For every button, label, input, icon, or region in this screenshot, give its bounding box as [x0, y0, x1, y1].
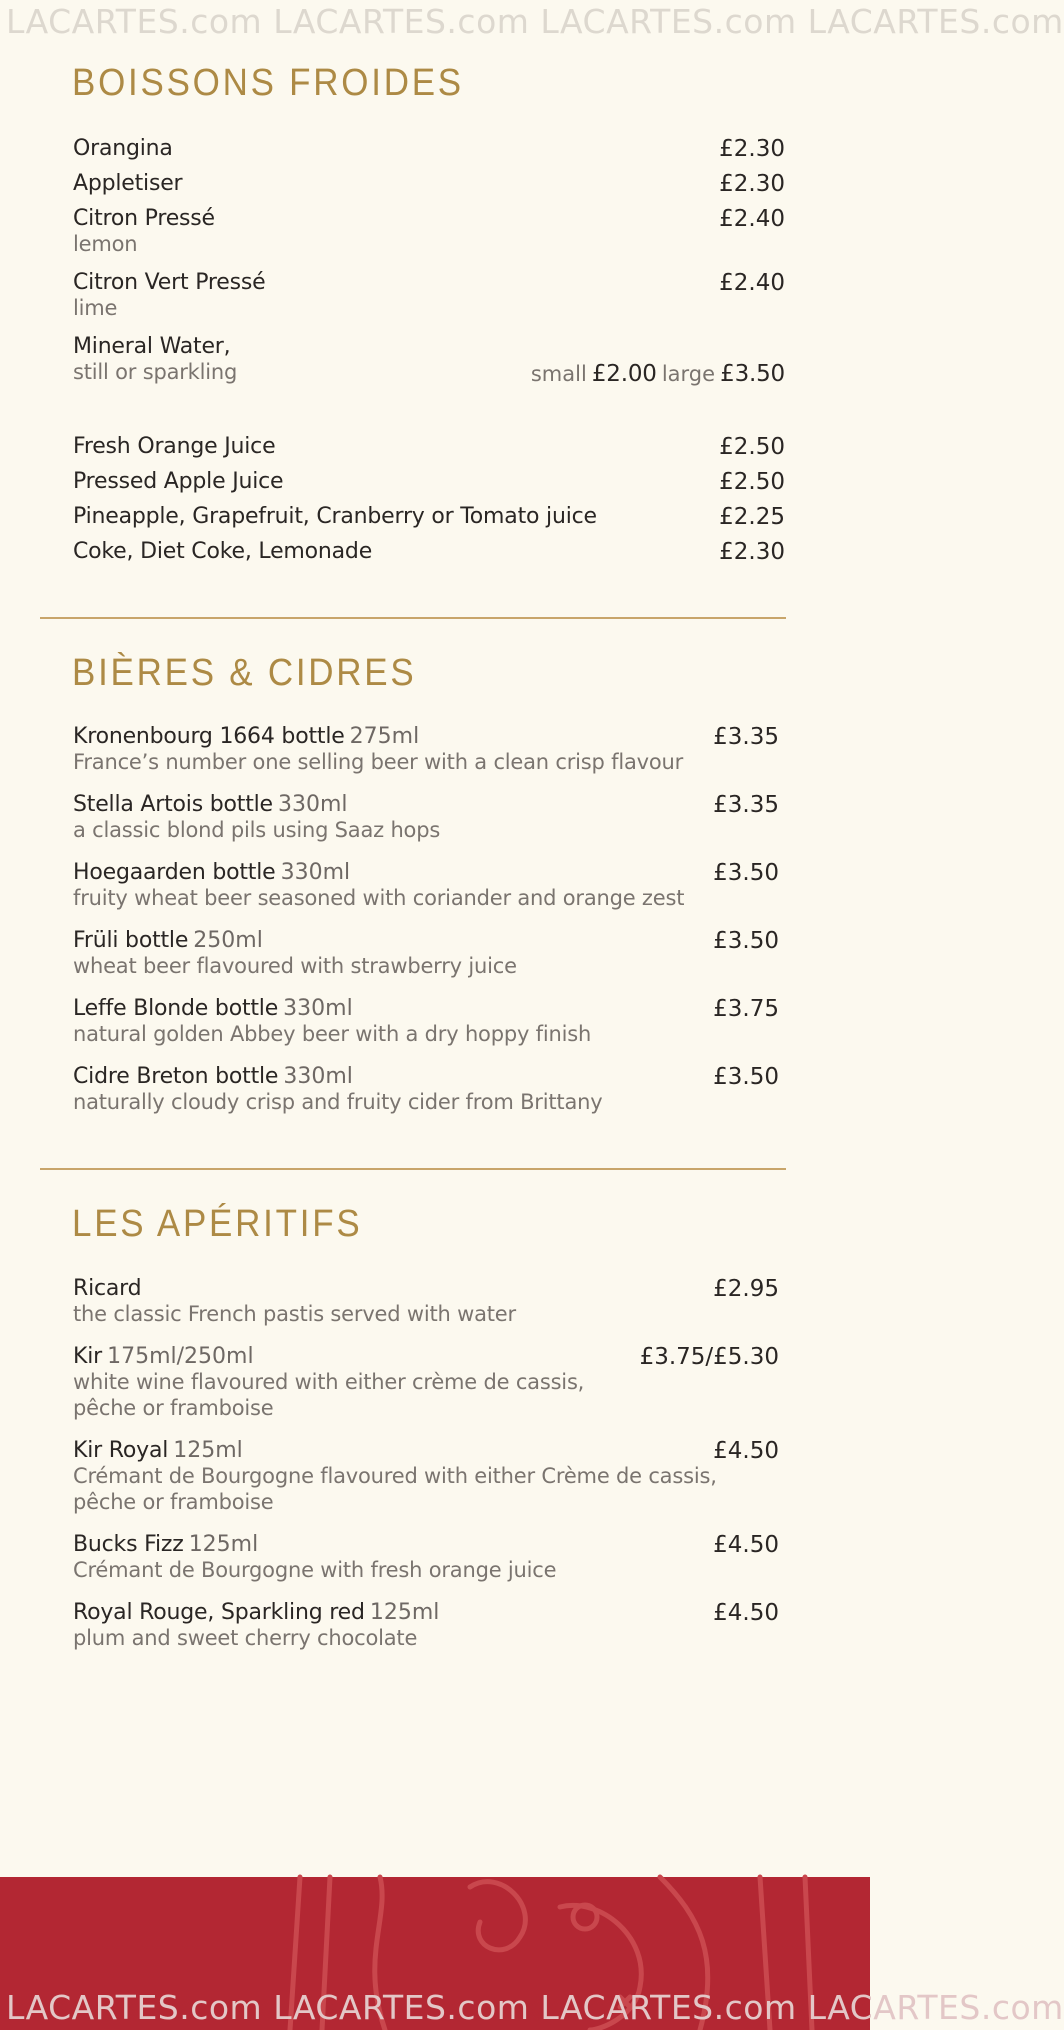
- item-name: Hoegaarden bottle: [73, 860, 276, 885]
- menu-item: [73, 996, 785, 1047]
- menu-item: [73, 504, 785, 529]
- menu-item: [73, 1600, 785, 1651]
- item-price: £3.50: [713, 1064, 779, 1090]
- item-name: Mineral Water,: [73, 334, 231, 359]
- menu-item: [73, 792, 785, 843]
- menu-item: [73, 206, 785, 257]
- item-price: £2.30: [719, 539, 785, 565]
- item-description: white wine flavoured with either crème de cassis,: [73, 1370, 585, 1394]
- item-price: £3.35: [713, 724, 779, 750]
- small-price: £2.00: [591, 361, 657, 387]
- menu-item: [73, 1064, 785, 1115]
- item-name: Kir: [73, 1344, 102, 1369]
- item-volume: 330ml: [283, 996, 353, 1021]
- item-name: Royal Rouge, Sparkling red: [73, 1600, 365, 1625]
- item-price: £3.75/£5.30: [639, 1344, 779, 1370]
- item-volume: 250ml: [193, 928, 263, 953]
- item-price: £2.30: [719, 136, 785, 162]
- item-name: Cidre Breton bottle: [73, 1064, 279, 1089]
- mineral-water-sizes: [531, 361, 785, 387]
- item-name: Ricard: [73, 1276, 142, 1301]
- item-volume: 330ml: [283, 1064, 353, 1089]
- item-price: £3.50: [713, 860, 779, 886]
- item-name: Kronenbourg 1664 bottle: [73, 724, 345, 749]
- menu-item: [73, 1344, 785, 1421]
- item-volume: 275ml: [349, 724, 420, 749]
- menu-item: [73, 334, 785, 385]
- menu-item: [73, 469, 785, 494]
- item-volume: 330ml: [278, 792, 348, 817]
- item-name: Orangina: [73, 136, 173, 161]
- section-title-aperitifs: LES APÉRITIFS: [72, 1203, 363, 1245]
- item-name: Pineapple, Grapefruit, Cranberry or Tomato juice: [73, 504, 597, 529]
- item-price: £2.50: [719, 469, 785, 495]
- item-description: lime: [73, 296, 118, 320]
- item-price: £2.40: [719, 206, 785, 232]
- item-name: Früli bottle: [73, 928, 189, 953]
- item-price: £2.30: [719, 171, 785, 197]
- item-volume: 125ml: [173, 1438, 243, 1463]
- item-description: a classic blond pils using Saaz hops: [73, 818, 441, 842]
- item-price: £2.50: [719, 434, 785, 460]
- item-name: Stella Artois bottle: [73, 792, 273, 817]
- item-description: Crémant de Bourgogne flavoured with either Crème de cassis,: [73, 1464, 717, 1488]
- section-title-beers-ciders: BIÈRES & CIDRES: [72, 652, 417, 694]
- item-price: £4.50: [713, 1600, 779, 1626]
- menu-item: [73, 724, 785, 775]
- menu-item: [73, 1276, 785, 1327]
- large-size-label: large: [661, 362, 716, 386]
- item-price: £3.75: [713, 996, 779, 1022]
- item-description-line2: pêche or framboise: [73, 1490, 274, 1514]
- menu-item: [73, 860, 785, 911]
- item-name: Pressed Apple Juice: [73, 469, 284, 494]
- item-volume: 330ml: [280, 860, 351, 885]
- menu-item: [73, 270, 785, 321]
- item-price: £3.35: [713, 792, 779, 818]
- item-name: Leffe Blonde bottle: [73, 996, 279, 1021]
- menu-item: [73, 1532, 785, 1583]
- item-name: Kir Royal: [73, 1438, 169, 1463]
- item-description: plum and sweet cherry chocolate: [73, 1626, 418, 1650]
- item-price: £2.25: [719, 504, 785, 530]
- item-name: Appletiser: [73, 171, 183, 196]
- item-price: £3.50: [713, 928, 779, 954]
- menu-item: [73, 434, 785, 459]
- menu-item: [73, 136, 785, 161]
- section-title-cold-drinks: BOISSONS FROIDES: [72, 62, 464, 104]
- item-description: France’s number one selling beer with a clean crisp flavour: [73, 750, 684, 774]
- item-price: £2.95: [713, 1276, 779, 1302]
- menu-item: [73, 1438, 785, 1515]
- item-name: Citron Pressé: [73, 206, 215, 231]
- large-price: £3.50: [720, 361, 785, 387]
- menu-item: [73, 539, 785, 564]
- watermark-top: LACARTES.com LACARTES.com LACARTES.com LACARTES.com: [6, 2, 1064, 41]
- item-name: Citron Vert Pressé: [73, 270, 266, 295]
- watermark-bottom: LACARTES.com LACARTES.com LACARTES.com LACARTES.com: [6, 1988, 1064, 2027]
- item-description: naturally cloudy crisp and fruity cider from Brittany: [73, 1090, 603, 1114]
- item-volume: 125ml: [369, 1600, 440, 1625]
- item-description: Crémant de Bourgogne with fresh orange juice: [73, 1558, 557, 1582]
- menu-item: [73, 171, 785, 196]
- item-price: £2.40: [719, 270, 785, 296]
- item-description: wheat beer flavoured with strawberry juice: [73, 954, 517, 978]
- small-size-label: small: [530, 362, 587, 386]
- item-price: £4.50: [713, 1532, 779, 1558]
- item-volume: 175ml/250ml: [107, 1344, 254, 1369]
- item-description: still or sparkling: [73, 360, 238, 384]
- item-description: fruity wheat beer seasoned with coriander and orange zest: [73, 886, 685, 910]
- section-divider: [40, 617, 786, 619]
- menu-item: [73, 928, 785, 979]
- section-divider: [40, 1168, 786, 1170]
- item-description: lemon: [73, 232, 138, 256]
- item-volume: 125ml: [188, 1532, 259, 1557]
- item-description-line2: pêche or framboise: [73, 1396, 274, 1420]
- item-name: Bucks Fizz: [73, 1532, 184, 1557]
- item-name: Fresh Orange Juice: [73, 434, 276, 459]
- item-name: Coke, Diet Coke, Lemonade: [73, 539, 373, 564]
- item-description: natural golden Abbey beer with a dry hoppy finish: [73, 1022, 592, 1046]
- item-description: the classic French pastis served with water: [73, 1302, 516, 1326]
- item-price: £4.50: [713, 1438, 779, 1464]
